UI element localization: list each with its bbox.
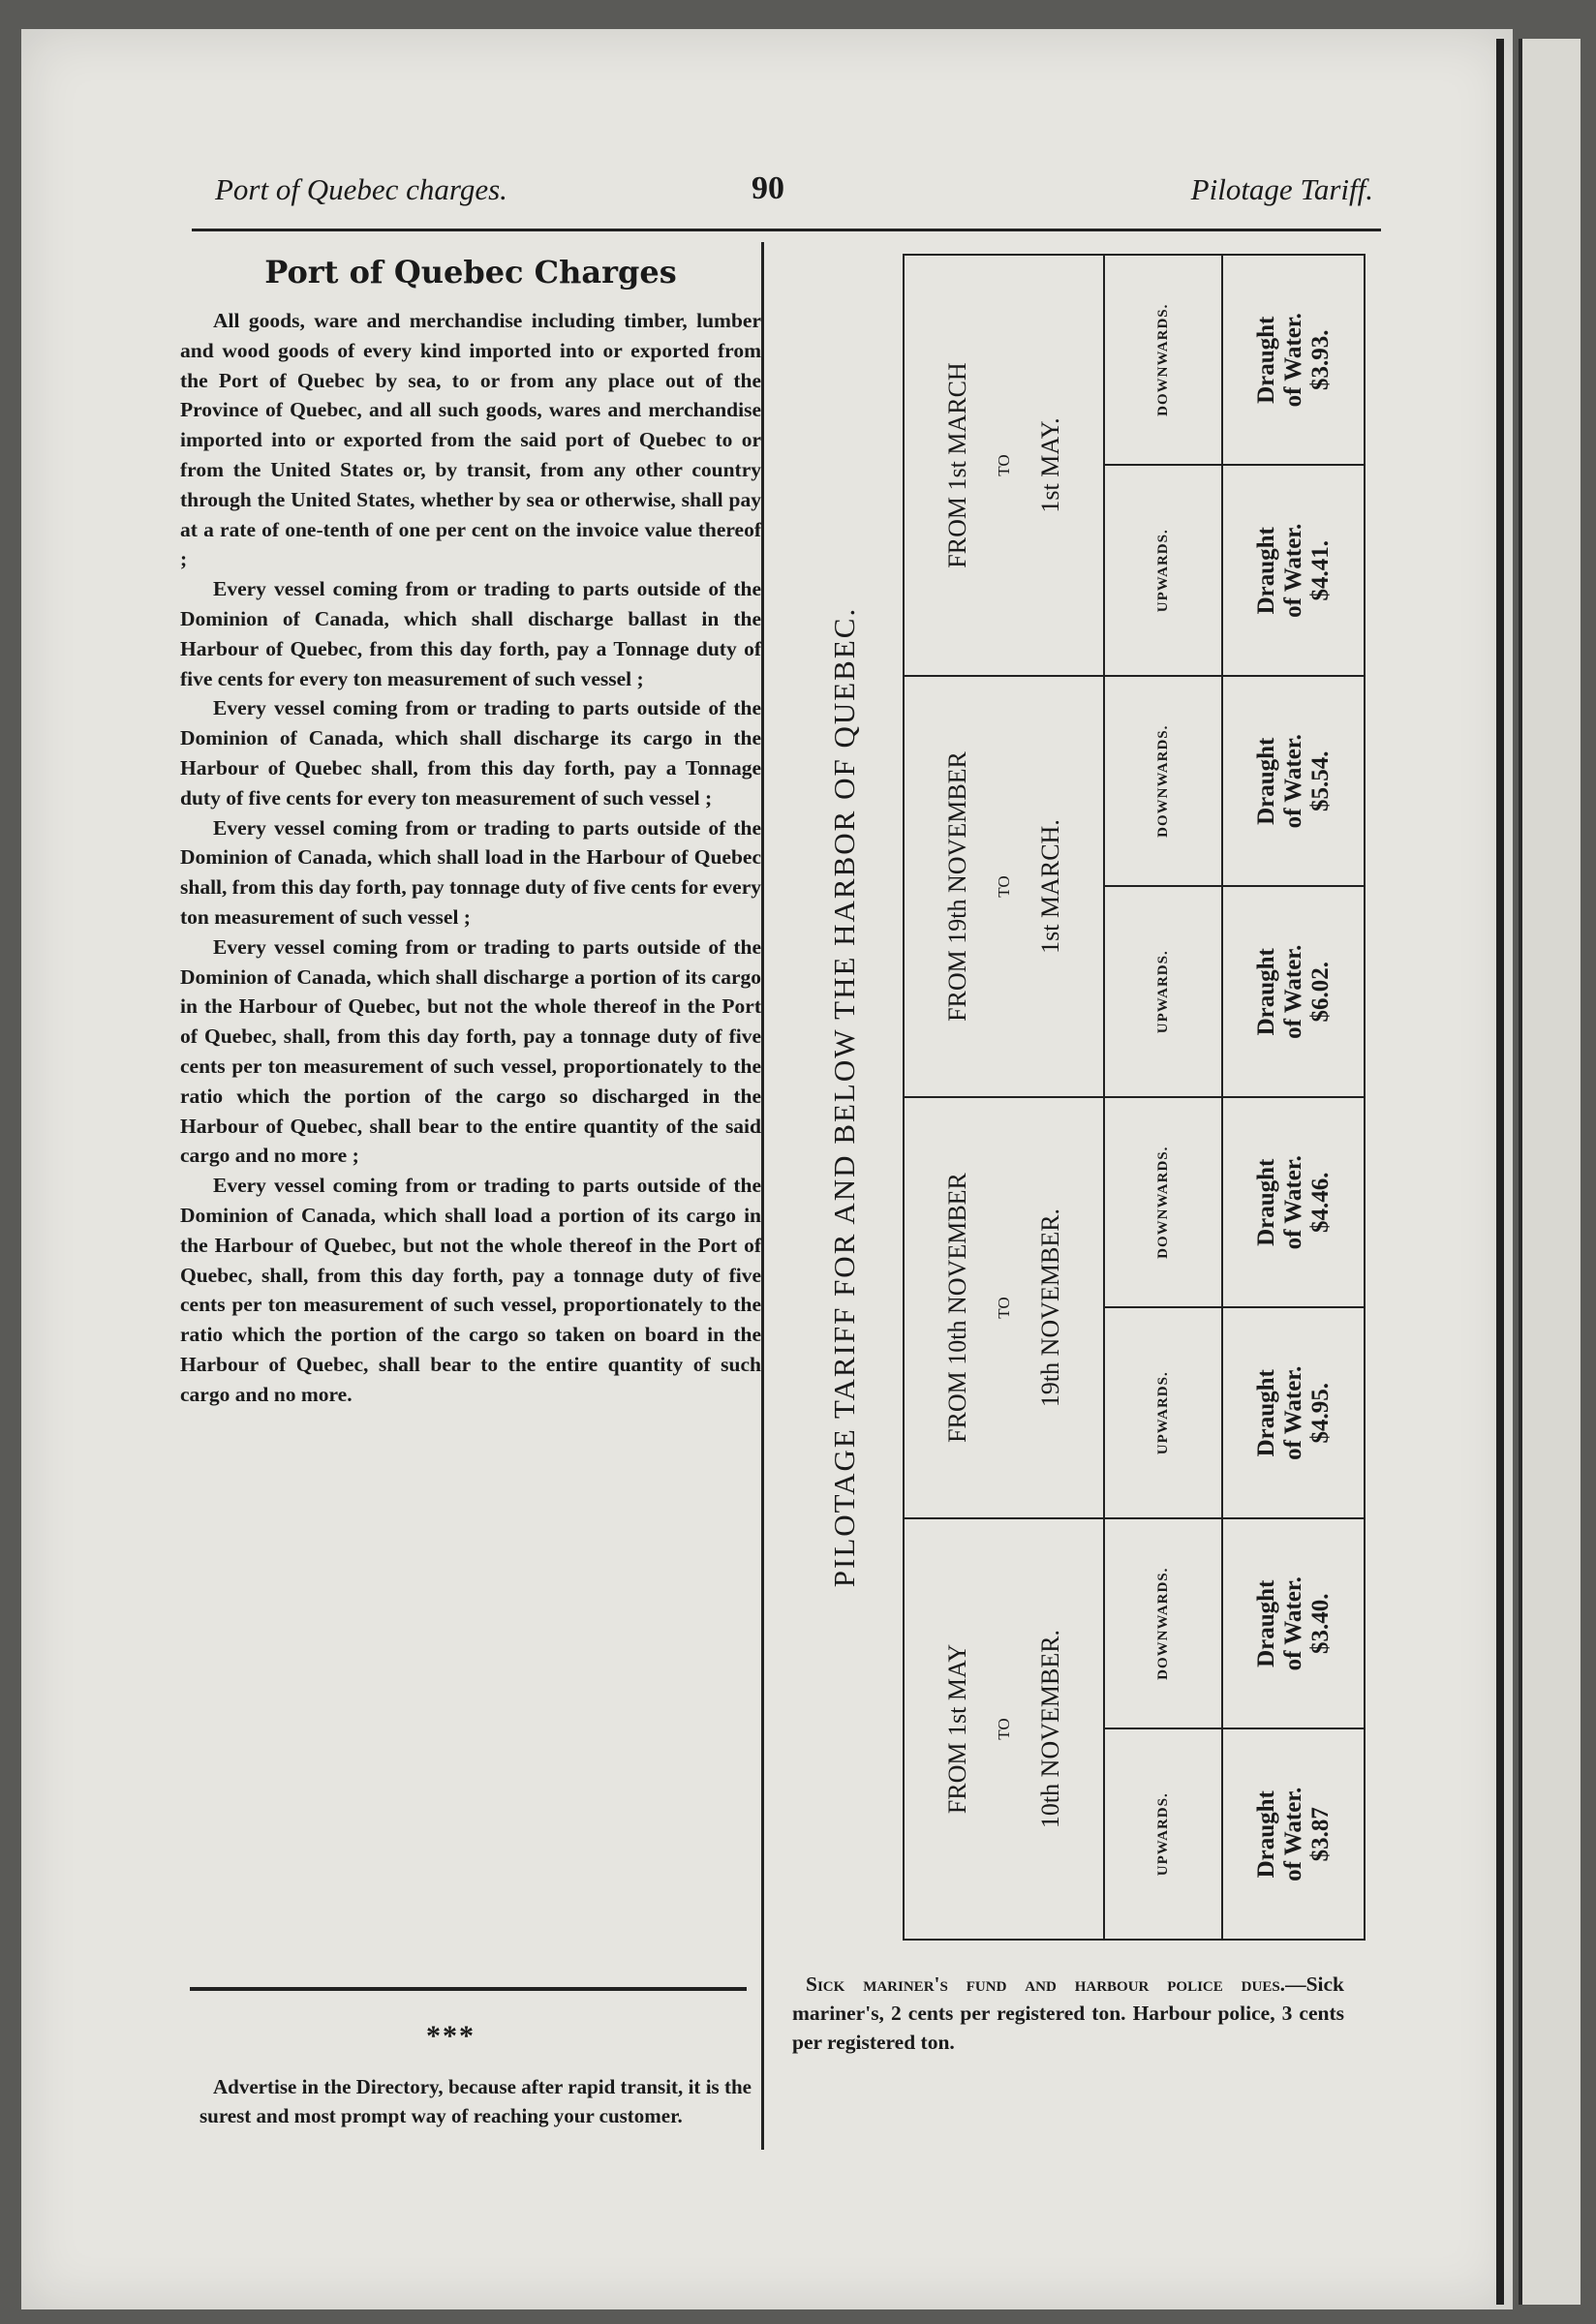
charges-paragraph: Every vessel coming from or trading to parts outside of the Dominion of Canada, which shall discharge its cargo in the Harbour of Quebec shall, from this day forth, pay a Tonnage duty of five cents for every ton measurement of such vessel ;: [180, 696, 761, 810]
rate-cell: [1222, 676, 1365, 887]
draught-label: Draught: [1252, 948, 1279, 1036]
page-number: 90: [752, 170, 784, 206]
rate-cell: [1222, 255, 1365, 466]
running-head-right: Pilotage Tariff.: [1190, 172, 1373, 206]
charges-paragraph: All goods, ware and merchandise including timber, lumber and wood goods of every kind imported into or exported from the Port of Quebec by sea, to or from any place out of the Province of Quebec, and all such goods, wares and merchandise imported into or exported from the said port of Quebec to or from the United States or, by transit, from any other country through the United States, whether by sea or otherwise, shall pay at a rate of one-tenth of one per cent on the invoice value thereof ;: [180, 309, 761, 571]
charges-paragraph: Every vessel coming from or trading to parts outside of the Dominion of Canada, which shall discharge a portion of its cargo in the Harbour of Quebec, but not the whole thereof in the Port of Quebec, shall, from this day forth, pay a tonnage duty of five cents per ton measurement of such vessel, proportionately to the ratio which the portion of the cargo so discharged in the Harbour of Quebec, shall bear to the entire quantity of the said cargo and no more ;: [180, 934, 761, 1168]
rate-cell: [1222, 887, 1365, 1098]
period-cell: [904, 255, 1104, 676]
period-cell: [904, 676, 1104, 1097]
period-to-word: TO: [994, 875, 1013, 898]
direction-downwards: DOWNWARDS.: [1104, 1518, 1222, 1729]
direction-upwards: UPWARDS.: [1104, 1729, 1222, 1941]
period-to-word: TO: [994, 1297, 1013, 1319]
rate-value: $3.87: [1306, 1807, 1334, 1862]
draught-label: of Water.: [1279, 1576, 1306, 1671]
draught-label: of Water.: [1279, 1787, 1306, 1881]
draught-label: of Water.: [1279, 1365, 1306, 1460]
period-from: FROM 19th NOVEMBER: [942, 751, 971, 1022]
draught-label: Draught: [1252, 737, 1279, 825]
period-to: 19th NOVEMBER.: [1035, 1208, 1064, 1408]
period-to: 1st MARCH.: [1035, 819, 1064, 954]
sick-mariners-heading: Sick mariner's fund and harbour police dues.: [806, 1972, 1286, 1996]
period-cell: [904, 1097, 1104, 1518]
draught-label: of Water.: [1279, 944, 1306, 1039]
running-head: [192, 170, 1381, 231]
sick-mariners-text: —Sick mariner's, 2 cents per registered ton. Harbour police, 3 cents per registered ton.: [792, 1972, 1344, 2054]
sick-mariners-note: [792, 1970, 1344, 2057]
charges-paragraph: Every vessel coming from or trading to parts outside of the Dominion of Canada, which shall load a portion of its cargo in the Harbour of Quebec, but not the whole thereof in the Port of Quebec, shall, from this day forth, pay a tonnage duty of five cents per ton measurement of such vessel, proportionately to the ratio which the portion of the cargo so taken on board in the Harbour of Quebec, shall bear to the entire quantity of such cargo and no more.: [180, 1174, 761, 1406]
rate-value: $4.95.: [1306, 1383, 1334, 1444]
rate-cell: [1222, 1308, 1365, 1519]
draught-label: Draught: [1252, 1369, 1279, 1457]
section-title: Port of Quebec Charges: [264, 254, 677, 290]
draught-label: of Water.: [1279, 734, 1306, 829]
direction-downwards: DOWNWARDS.: [1104, 1097, 1222, 1308]
draught-label: Draught: [1252, 527, 1279, 615]
charges-paragraph: Every vessel coming from or trading to parts outside of the Dominion of Canada, which shall discharge ballast in the Harbour of Quebec, from this day forth, pay a Tonnage duty of five cents for every ton measurement of such vessel ;: [180, 577, 761, 690]
charges-paragraph: Every vessel coming from or trading to parts outside of the Dominion of Canada, which shall load in the Harbour of Quebec shall, from this day forth, pay tonnage duty of five cents for every ton measurement of such vessel ;: [180, 815, 761, 929]
rate-value: $6.02.: [1306, 962, 1334, 1023]
section-divider: [190, 1987, 747, 1991]
period-from: FROM 10th NOVEMBER: [942, 1173, 971, 1443]
rate-value: $5.54.: [1306, 750, 1334, 811]
draught-label: of Water.: [1279, 313, 1306, 408]
direction-upwards: UPWARDS.: [1104, 887, 1222, 1098]
pilotage-tariff-table-wrapper: [786, 254, 1366, 1941]
port-charges-column: [180, 254, 761, 1409]
direction-upwards: UPWARDS.: [1104, 1308, 1222, 1519]
running-head-left: Port of Quebec charges.: [215, 172, 507, 206]
draught-label: Draught: [1252, 1158, 1279, 1246]
period-from: FROM 1st MARCH: [942, 362, 971, 568]
draught-label: Draught: [1252, 316, 1279, 404]
rate-cell: [1222, 1518, 1365, 1729]
rate-value: $4.41.: [1306, 540, 1334, 601]
page-edge-binding: [1496, 39, 1504, 2305]
direction-downwards: DOWNWARDS.: [1104, 255, 1222, 466]
next-page-edge: [1519, 39, 1581, 2305]
period-to: 10th NOVEMBER.: [1035, 1629, 1064, 1829]
asterism-ornament: ***: [426, 2020, 476, 2052]
column-divider: [761, 242, 764, 2150]
draught-label: Draught: [1252, 1790, 1279, 1879]
direction-downwards: DOWNWARDS.: [1104, 676, 1222, 887]
period-cell: [904, 1518, 1104, 1940]
rate-value: $3.93.: [1306, 329, 1334, 390]
tariff-title: PILOTAGE TARIFF FOR AND BELOW THE HARBOR OF QUEBEC.: [786, 255, 904, 1940]
draught-label: Draught: [1252, 1579, 1279, 1667]
rate-cell: [1222, 466, 1365, 677]
rate-cell: [1222, 1097, 1365, 1308]
rate-value: $4.46.: [1306, 1172, 1334, 1233]
rate-value: $3.40.: [1306, 1593, 1334, 1654]
period-to-word: TO: [994, 454, 1013, 476]
direction-upwards: UPWARDS.: [1104, 466, 1222, 677]
period-from: FROM 1st MAY: [942, 1643, 971, 1815]
period-to: 1st MAY.: [1035, 417, 1064, 513]
advert-note: Advertise in the Directory, because after rapid transit, it is the surest and most prompt way of reaching your customer.: [200, 2075, 752, 2127]
period-to-word: TO: [994, 1718, 1013, 1740]
rate-cell: [1222, 1729, 1365, 1941]
draught-label: of Water.: [1279, 523, 1306, 618]
draught-label: of Water.: [1279, 1155, 1306, 1250]
pilotage-tariff-table: [786, 254, 1366, 1941]
